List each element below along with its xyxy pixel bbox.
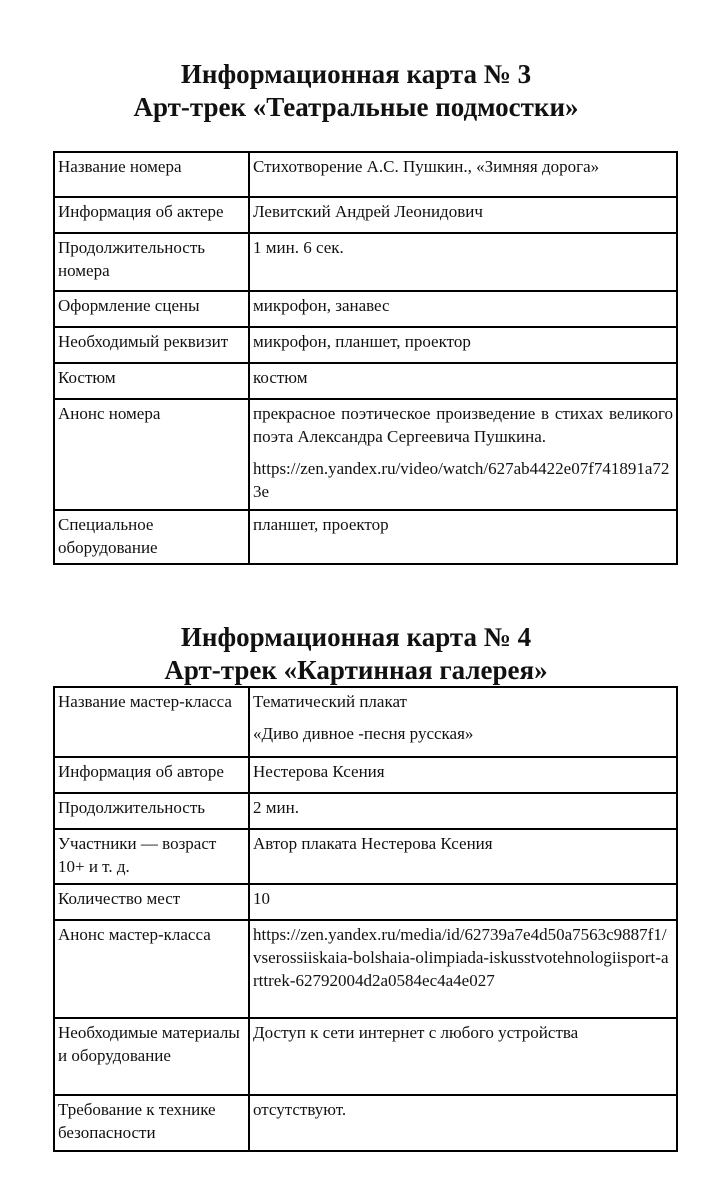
table-row xyxy=(54,1095,677,1151)
table-row xyxy=(54,1018,677,1095)
row-value: микрофон, занавес xyxy=(249,291,677,327)
row-value: Доступ к сети интернет с любого устройства xyxy=(249,1018,677,1095)
row-value: отсутствуют. xyxy=(249,1095,677,1151)
row-label: Анонс номера xyxy=(54,399,249,510)
row-label: Требование к технике безопасности xyxy=(54,1095,249,1151)
row-label: Количество мест xyxy=(54,884,249,920)
announce-text: прекрасное поэтическое произведение в стихах великого поэта Александра Сергеевича Пушкина. xyxy=(253,404,673,446)
card4-title-line1: Информационная карта № 4 xyxy=(180,622,532,652)
table-row xyxy=(54,197,677,233)
row-label: Необходимые материалы и оборудование xyxy=(54,1018,249,1095)
table-row xyxy=(54,152,677,197)
row-label: Информация об актере xyxy=(54,197,249,233)
row-value: планшет, проектор xyxy=(249,510,677,564)
table-row xyxy=(54,363,677,399)
card3-table xyxy=(53,151,678,565)
row-value: Автор плаката Нестерова Ксения xyxy=(249,829,677,884)
announce-link[interactable]: https://zen.yandex.ru/video/watch/627ab4422e07f741891a723e xyxy=(253,459,670,501)
master-class-subtitle: «Диво дивное -песня русская» xyxy=(253,724,474,743)
table-row xyxy=(54,510,677,564)
row-value: 1 мин. 6 сек. xyxy=(249,233,677,291)
table-row xyxy=(54,920,677,1018)
row-value: костюм xyxy=(249,363,677,399)
table-row xyxy=(54,884,677,920)
row-value: Стихотворение А.С. Пушкин., «Зимняя дорога» xyxy=(249,152,677,197)
card3-title-line2: Арт-трек «Театральные подмостки» xyxy=(133,92,579,122)
row-label: Оформление сцены xyxy=(54,291,249,327)
row-label: Анонс мастер-класса xyxy=(54,920,249,1018)
card4-title-line2: Арт-трек «Картинная галерея» xyxy=(164,655,548,685)
row-label: Продолжительность номера xyxy=(54,233,249,291)
announce-link[interactable]: https://zen.yandex.ru/media/id/62739a7e4d50a7563c9887f1/vserossiiskaia-bolshaia-olimpiada-iskusstvotehnologiisport-arttrek-62792004d2a0584ec4a4e027 xyxy=(249,920,677,1018)
master-class-name: Тематический плакат xyxy=(253,692,407,711)
row-value: Левитский Андрей Леонидович xyxy=(249,197,677,233)
row-label: Костюм xyxy=(54,363,249,399)
table-row xyxy=(54,687,677,757)
row-label: Необходимый реквизит xyxy=(54,327,249,363)
row-label: Название номера xyxy=(54,152,249,197)
card4-title xyxy=(0,621,712,687)
table-row xyxy=(54,291,677,327)
row-value: 2 мин. xyxy=(249,793,677,829)
table-row xyxy=(54,327,677,363)
row-value: Нестерова Ксения xyxy=(249,757,677,793)
card3-title xyxy=(0,58,712,124)
row-label: Информация об авторе xyxy=(54,757,249,793)
table-row xyxy=(54,757,677,793)
table-row xyxy=(54,829,677,884)
row-value-cell xyxy=(249,687,677,757)
table-row xyxy=(54,399,677,510)
card4-table xyxy=(53,686,678,1152)
row-label: Продолжительность xyxy=(54,793,249,829)
row-label: Специальное оборудование xyxy=(54,510,249,564)
table-row xyxy=(54,793,677,829)
row-value-cell xyxy=(249,399,677,510)
row-label: Участники — возраст 10+ и т. д. xyxy=(54,829,249,884)
card3-title-line1: Информационная карта № 3 xyxy=(180,59,532,89)
row-value: 10 xyxy=(249,884,677,920)
table-row xyxy=(54,233,677,291)
row-label: Название мастер-класса xyxy=(54,687,249,757)
row-value: микрофон, планшет, проектор xyxy=(249,327,677,363)
